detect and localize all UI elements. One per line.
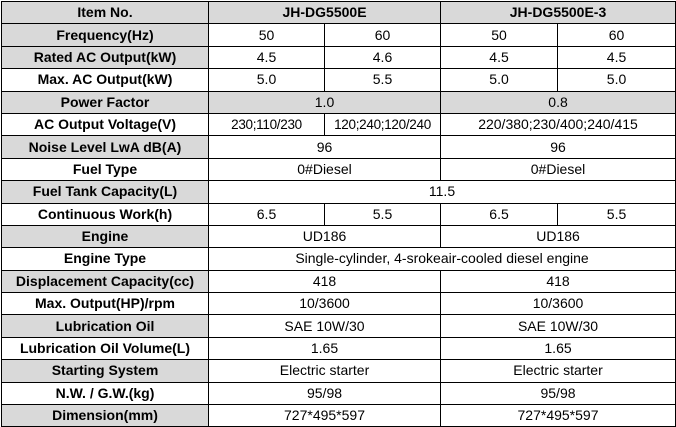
table-row [2, 136, 676, 158]
header-row [2, 2, 676, 24]
cell-value: 4.5 [441, 46, 558, 68]
cell-value: SAE 10W/30 [441, 315, 676, 337]
cell-value: 727*495*597 [209, 405, 441, 427]
cell-value: 220/380;230/400;240/415 [441, 113, 676, 135]
row-label: Dimension(mm) [2, 405, 209, 427]
cell-value: 1.0 [209, 91, 441, 113]
row-label: Continuous Work(h) [2, 203, 209, 225]
cell-value: 4.5 [209, 46, 325, 68]
cell-value: 10/3600 [209, 293, 441, 315]
row-label: Fuel Type [2, 158, 209, 180]
row-label: Engine [2, 225, 209, 247]
cell-value: 5.5 [325, 69, 441, 91]
cell-value: 6.5 [209, 203, 325, 225]
cell-value: 11.5 [209, 181, 676, 203]
row-label: Starting System [2, 360, 209, 382]
cell-value: 418 [209, 270, 441, 292]
cell-value: 96 [209, 136, 441, 158]
cell-value: UD186 [209, 225, 441, 247]
row-label: Lubrication Oil [2, 315, 209, 337]
table-row [2, 382, 676, 404]
cell-value: 95/98 [441, 382, 676, 404]
row-label: Frequency(Hz) [2, 24, 209, 46]
cell-value: 4.6 [325, 46, 441, 68]
cell-value: 95/98 [209, 382, 441, 404]
table-row [2, 360, 676, 382]
table-row [2, 270, 676, 292]
model-b-header: JH-DG5500E-3 [441, 2, 676, 24]
cell-value: 5.0 [558, 69, 676, 91]
table-row [2, 337, 676, 359]
table-row [2, 69, 676, 91]
item-no-header: Item No. [2, 2, 209, 24]
table-row [2, 405, 676, 427]
row-label: Displacement Capacity(cc) [2, 270, 209, 292]
table-row [2, 293, 676, 315]
cell-value: 60 [558, 24, 676, 46]
cell-value: 0.8 [441, 91, 676, 113]
row-label: N.W. / G.W.(kg) [2, 382, 209, 404]
cell-value: 50 [441, 24, 558, 46]
table-row [2, 315, 676, 337]
row-label: Noise Level LwA dB(A) [2, 136, 209, 158]
cell-value: Single-cylinder, 4-srokeair-cooled diesel engine [209, 248, 676, 270]
cell-value: 5.0 [441, 69, 558, 91]
row-label: AC Output Voltage(V) [2, 113, 209, 135]
row-label: Fuel Tank Capacity(L) [2, 181, 209, 203]
cell-value: 1.65 [209, 337, 441, 359]
cell-value: 5.5 [558, 203, 676, 225]
cell-value: 96 [441, 136, 676, 158]
table-row [2, 203, 676, 225]
row-label: Max. Output(HP)/rpm [2, 293, 209, 315]
cell-value: 0#Diesel [441, 158, 676, 180]
table-row [2, 181, 676, 203]
table-row [2, 158, 676, 180]
row-label: Power Factor [2, 91, 209, 113]
cell-value: 5.0 [209, 69, 325, 91]
cell-value: 10/3600 [441, 293, 676, 315]
model-a-header: JH-DG5500E [209, 2, 441, 24]
spec-table [1, 1, 676, 427]
cell-value: 60 [325, 24, 441, 46]
table-row [2, 113, 676, 135]
cell-value: 120;240;120/240 [325, 113, 441, 135]
cell-value: UD186 [441, 225, 676, 247]
cell-value: 4.5 [558, 46, 676, 68]
cell-value: 418 [441, 270, 676, 292]
cell-value: 6.5 [441, 203, 558, 225]
cell-value: 0#Diesel [209, 158, 441, 180]
row-label: Lubrication Oil Volume(L) [2, 337, 209, 359]
table-row [2, 24, 676, 46]
cell-value: 50 [209, 24, 325, 46]
row-label: Max. AC Output(kW) [2, 69, 209, 91]
cell-value: 727*495*597 [441, 405, 676, 427]
cell-value: Electric starter [209, 360, 441, 382]
table-row [2, 225, 676, 247]
row-label: Rated AC Output(kW) [2, 46, 209, 68]
cell-value: Electric starter [441, 360, 676, 382]
cell-value: 230;110/230 [209, 113, 325, 135]
cell-value: 5.5 [325, 203, 441, 225]
table-row [2, 46, 676, 68]
table-row [2, 248, 676, 270]
row-label: Engine Type [2, 248, 209, 270]
cell-value: SAE 10W/30 [209, 315, 441, 337]
cell-value: 1.65 [441, 337, 676, 359]
table-row [2, 91, 676, 113]
